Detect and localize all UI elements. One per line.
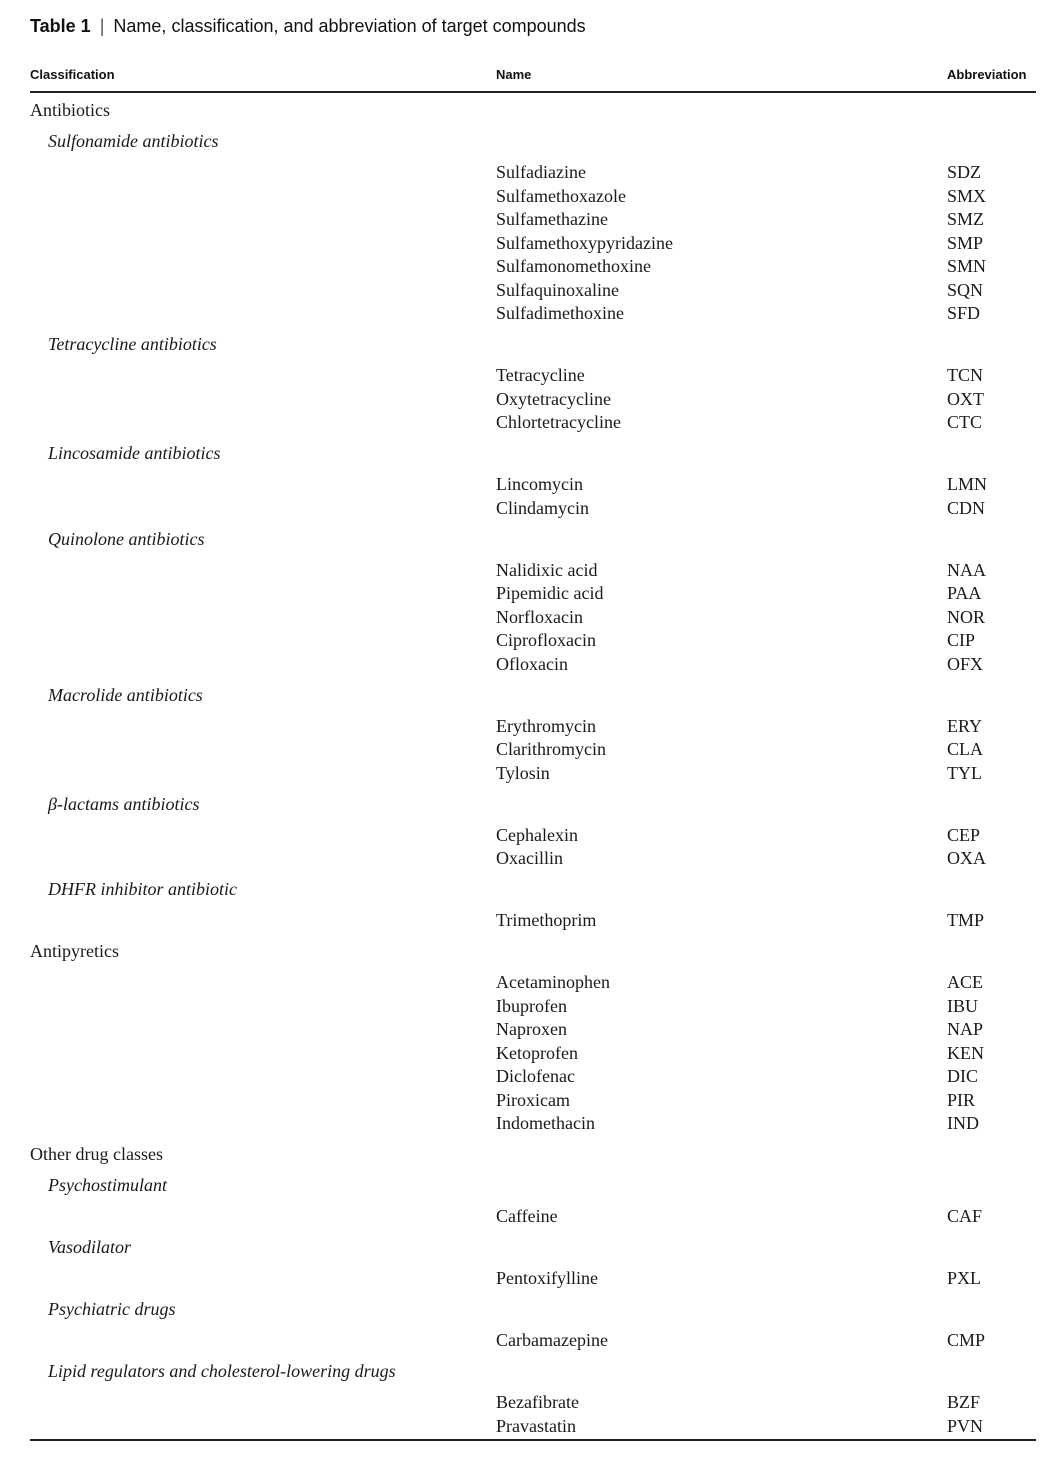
compound-name: Nalidixic acid: [496, 560, 598, 580]
classification-heading: Other drug classes: [30, 1144, 163, 1164]
compound-name: Pentoxifylline: [496, 1268, 598, 1288]
compound-abbreviation: NAA: [947, 560, 986, 580]
compound-name: Caffeine: [496, 1206, 558, 1226]
subclass-heading: Tetracycline antibiotics: [48, 334, 217, 354]
compound-name: Piroxicam: [496, 1090, 570, 1110]
column-header-name: Name: [496, 67, 532, 82]
subclass-heading: Lincosamide antibiotics: [48, 443, 221, 463]
compound-name: Pravastatin: [496, 1416, 576, 1436]
compound-abbreviation: IND: [947, 1113, 979, 1133]
compound-abbreviation: OFX: [947, 654, 984, 674]
compound-abbreviation: SDZ: [947, 162, 982, 182]
compound-name: Carbamazepine: [496, 1330, 608, 1350]
compound-abbreviation: CAF: [947, 1206, 983, 1226]
compound-abbreviation: TCN: [947, 365, 983, 385]
compound-name: Diclofenac: [496, 1066, 575, 1086]
compound-abbreviation: ACE: [947, 972, 983, 992]
compound-abbreviation: IBU: [947, 996, 978, 1016]
compound-name: Ibuprofen: [496, 996, 567, 1016]
compound-abbreviation: LMN: [947, 474, 987, 494]
compound-abbreviation: TYL: [947, 763, 982, 783]
compound-abbreviation: OXA: [947, 848, 986, 868]
subclass-heading: β-lactams antibiotics: [48, 794, 200, 814]
compound-name: Sulfadiazine: [496, 162, 586, 182]
compound-abbreviation: PXL: [947, 1268, 982, 1288]
compound-name: Clarithromycin: [496, 739, 606, 759]
compound-abbreviation: NOR: [947, 607, 986, 627]
compound-name: Sulfamethoxypyridazine: [496, 233, 673, 253]
column-header-abbreviation: Abbreviation: [947, 67, 1027, 82]
compound-abbreviation: CEP: [947, 825, 981, 845]
compound-name: Sulfamonomethoxine: [496, 256, 651, 276]
classification-heading: Antipyretics: [30, 941, 119, 961]
subclass-heading: Vasodilator: [48, 1237, 132, 1257]
compound-abbreviation: DIC: [947, 1066, 978, 1086]
compound-abbreviation: SQN: [947, 280, 984, 300]
compound-abbreviation: SMX: [947, 186, 987, 206]
compound-name: Ketoprofen: [496, 1043, 578, 1063]
compound-name: Sulfadimethoxine: [496, 303, 624, 323]
caption-text: Name, classification, and abbreviation of target compounds: [113, 16, 586, 36]
compound-name: Trimethoprim: [496, 910, 597, 930]
compound-abbreviation: PVN: [947, 1416, 984, 1436]
subclass-heading: Psychiatric drugs: [48, 1299, 176, 1319]
compound-abbreviation: SMP: [947, 233, 984, 253]
compound-name: Acetaminophen: [496, 972, 610, 992]
compound-name: Oxacillin: [496, 848, 563, 868]
compound-name: Cephalexin: [496, 825, 578, 845]
compound-name: Chlortetracycline: [496, 412, 621, 432]
compound-name: Lincomycin: [496, 474, 583, 494]
classification-heading: Antibiotics: [30, 100, 110, 120]
table-label: Table 1: [30, 16, 91, 36]
compound-abbreviation: SMZ: [947, 209, 985, 229]
compound-name: Oxytetracycline: [496, 389, 611, 409]
compound-name: Norfloxacin: [496, 607, 583, 627]
subclass-heading: DHFR inhibitor antibiotic: [48, 879, 237, 899]
compound-name: Sulfaquinoxaline: [496, 280, 619, 300]
compound-name: Ciprofloxacin: [496, 630, 596, 650]
compound-name: Clindamycin: [496, 498, 589, 518]
table-bottom-rule: [30, 1439, 1036, 1441]
compound-abbreviation: KEN: [947, 1043, 984, 1063]
compound-abbreviation: CDN: [947, 498, 986, 518]
table-caption: [30, 16, 586, 37]
compound-abbreviation: CTC: [947, 412, 983, 432]
compound-name: Bezafibrate: [496, 1392, 579, 1412]
column-header-classification: Classification: [30, 67, 115, 82]
compound-abbreviation: BZF: [947, 1392, 981, 1412]
compound-abbreviation: TMP: [947, 910, 985, 930]
subclass-heading: Psychostimulant: [48, 1175, 167, 1195]
compound-name: Tetracycline: [496, 365, 585, 385]
compound-abbreviation: OXT: [947, 389, 984, 409]
compound-name: Sulfamethoxazole: [496, 186, 626, 206]
compound-name: Pipemidic acid: [496, 583, 604, 603]
compound-name: Sulfamethazine: [496, 209, 608, 229]
compound-abbreviation: NAP: [947, 1019, 984, 1039]
compound-abbreviation: CLA: [947, 739, 983, 759]
compound-abbreviation: CIP: [947, 630, 976, 650]
table-top-rule: [30, 91, 1036, 93]
compound-name: Erythromycin: [496, 716, 596, 736]
compound-abbreviation: SFD: [947, 303, 981, 323]
caption-separator: |: [99, 16, 105, 36]
compound-abbreviation: PIR: [947, 1090, 976, 1110]
compound-name: Naproxen: [496, 1019, 567, 1039]
subclass-heading: Macrolide antibiotics: [48, 685, 203, 705]
compound-name: Tylosin: [496, 763, 550, 783]
compound-abbreviation: SMN: [947, 256, 987, 276]
compound-abbreviation: ERY: [947, 716, 983, 736]
compound-abbreviation: CMP: [947, 1330, 986, 1350]
subclass-heading: Lipid regulators and cholesterol-lowering drugs: [48, 1361, 396, 1381]
compound-name: Ofloxacin: [496, 654, 568, 674]
subclass-heading: Quinolone antibiotics: [48, 529, 205, 549]
compound-name: Indomethacin: [496, 1113, 595, 1133]
compound-abbreviation: PAA: [947, 583, 982, 603]
subclass-heading: Sulfonamide antibiotics: [48, 131, 219, 151]
